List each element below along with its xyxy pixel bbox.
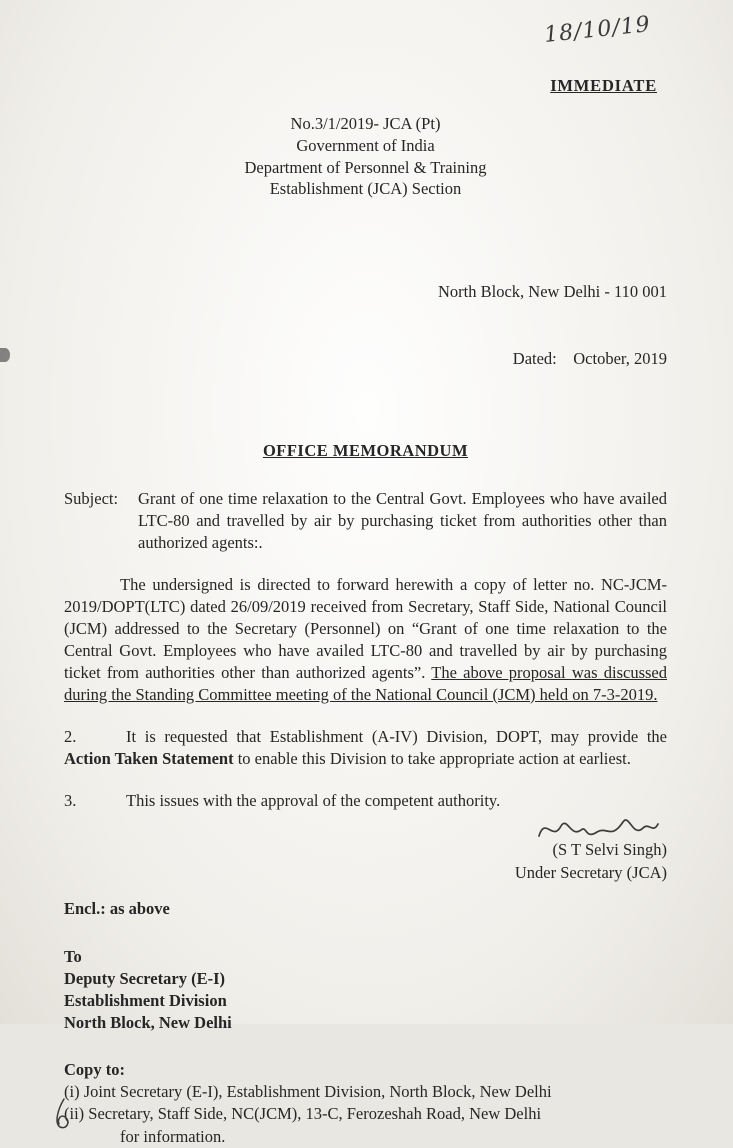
address-date-block [64, 236, 667, 414]
paragraph-3-text: This issues with the approval of the competent authority. [126, 790, 501, 810]
priority-label: IMMEDIATE [550, 76, 657, 96]
copy-line-3: for information. [120, 1126, 226, 1146]
paragraph-1-underlined: The above proposal was discussed during the Standing Committee meeting of the National Council (JCM) held on 7-3-2019. [64, 662, 668, 704]
copy-line-2: (ii) Secretary, Staff Side, NC(JCM), 13-C, Ferozeshah Road, New Delhi [64, 1104, 542, 1124]
handwritten-date: 18/10/19 [542, 11, 652, 49]
to-line-2: Establishment Division [64, 991, 227, 1011]
letterhead [64, 113, 667, 200]
copy-to-block [64, 1059, 667, 1148]
subject-block [64, 488, 667, 554]
paragraph-1-normal: The undersigned is directed to forward herewith a copy of letter no. NC-JCM-2019/DOPT(LTC) dated 26/09/2019 received from Secretary, Staff Side, National Council (JCM) addressed to the Secretary (Personnel) on “Grant of one time relaxation to the Central Govt. Employees who have availed LTC-80 and travelled by air by purchasing ticket from authorities other than authorized agents”. [64, 575, 667, 682]
reference-number: No.3/1/2019- JCA (Pt) [290, 114, 441, 134]
scan-artifact [0, 348, 10, 362]
org-line-1: Government of India [296, 135, 435, 155]
doc-title: OFFICE MEMORANDUM [262, 441, 469, 461]
address-line: North Block, New Delhi - 110 001 [438, 281, 667, 301]
to-block [64, 946, 667, 1035]
subject-label: Subject: [64, 489, 119, 509]
paragraph-1 [64, 574, 667, 706]
signatory-designation: Under Secretary (JCA) [514, 862, 667, 882]
pen-loop-mark-icon [50, 1097, 76, 1137]
paragraph-3-number: 3. [64, 790, 77, 810]
copy-to-label: Copy to: [64, 1059, 125, 1079]
signature-scribble-icon [531, 808, 661, 856]
paragraph-2-text-before: It is requested that Establishment (A-IV) Division, DOPT, may provide the [126, 726, 667, 746]
signatory-name: (S T Selvi Singh) [552, 839, 667, 859]
enclosure-line: Encl.: as above [64, 898, 170, 918]
date-line: Dated: October, 2019 [512, 348, 667, 368]
org-line-2: Department of Personnel & Training [244, 157, 487, 177]
signature-block [64, 838, 667, 884]
subject-text: Grant of one time relaxation to the Central Govt. Employees who have availed LTC-80 and travelled by air by purchasing ticket from authorities other than authorized agents:. [138, 489, 667, 553]
paragraph-2-text-after: to enable this Division to take appropriate action at earliest. [233, 748, 631, 768]
paragraph-2-number: 2. [64, 726, 77, 746]
paragraph-2 [64, 726, 667, 770]
paragraph-2-bold-phrase: Action Taken Statement [64, 748, 234, 768]
doc-title-row [64, 440, 667, 462]
org-line-3: Establishment (JCA) Section [269, 179, 462, 199]
to-label: To [64, 946, 82, 966]
to-line-1: Deputy Secretary (E-I) [64, 968, 225, 988]
to-line-3: North Block, New Delhi [64, 1013, 232, 1033]
copy-line-1: (i) Joint Secretary (E-I), Establishment Division, North Block, New Delhi [64, 1082, 552, 1102]
